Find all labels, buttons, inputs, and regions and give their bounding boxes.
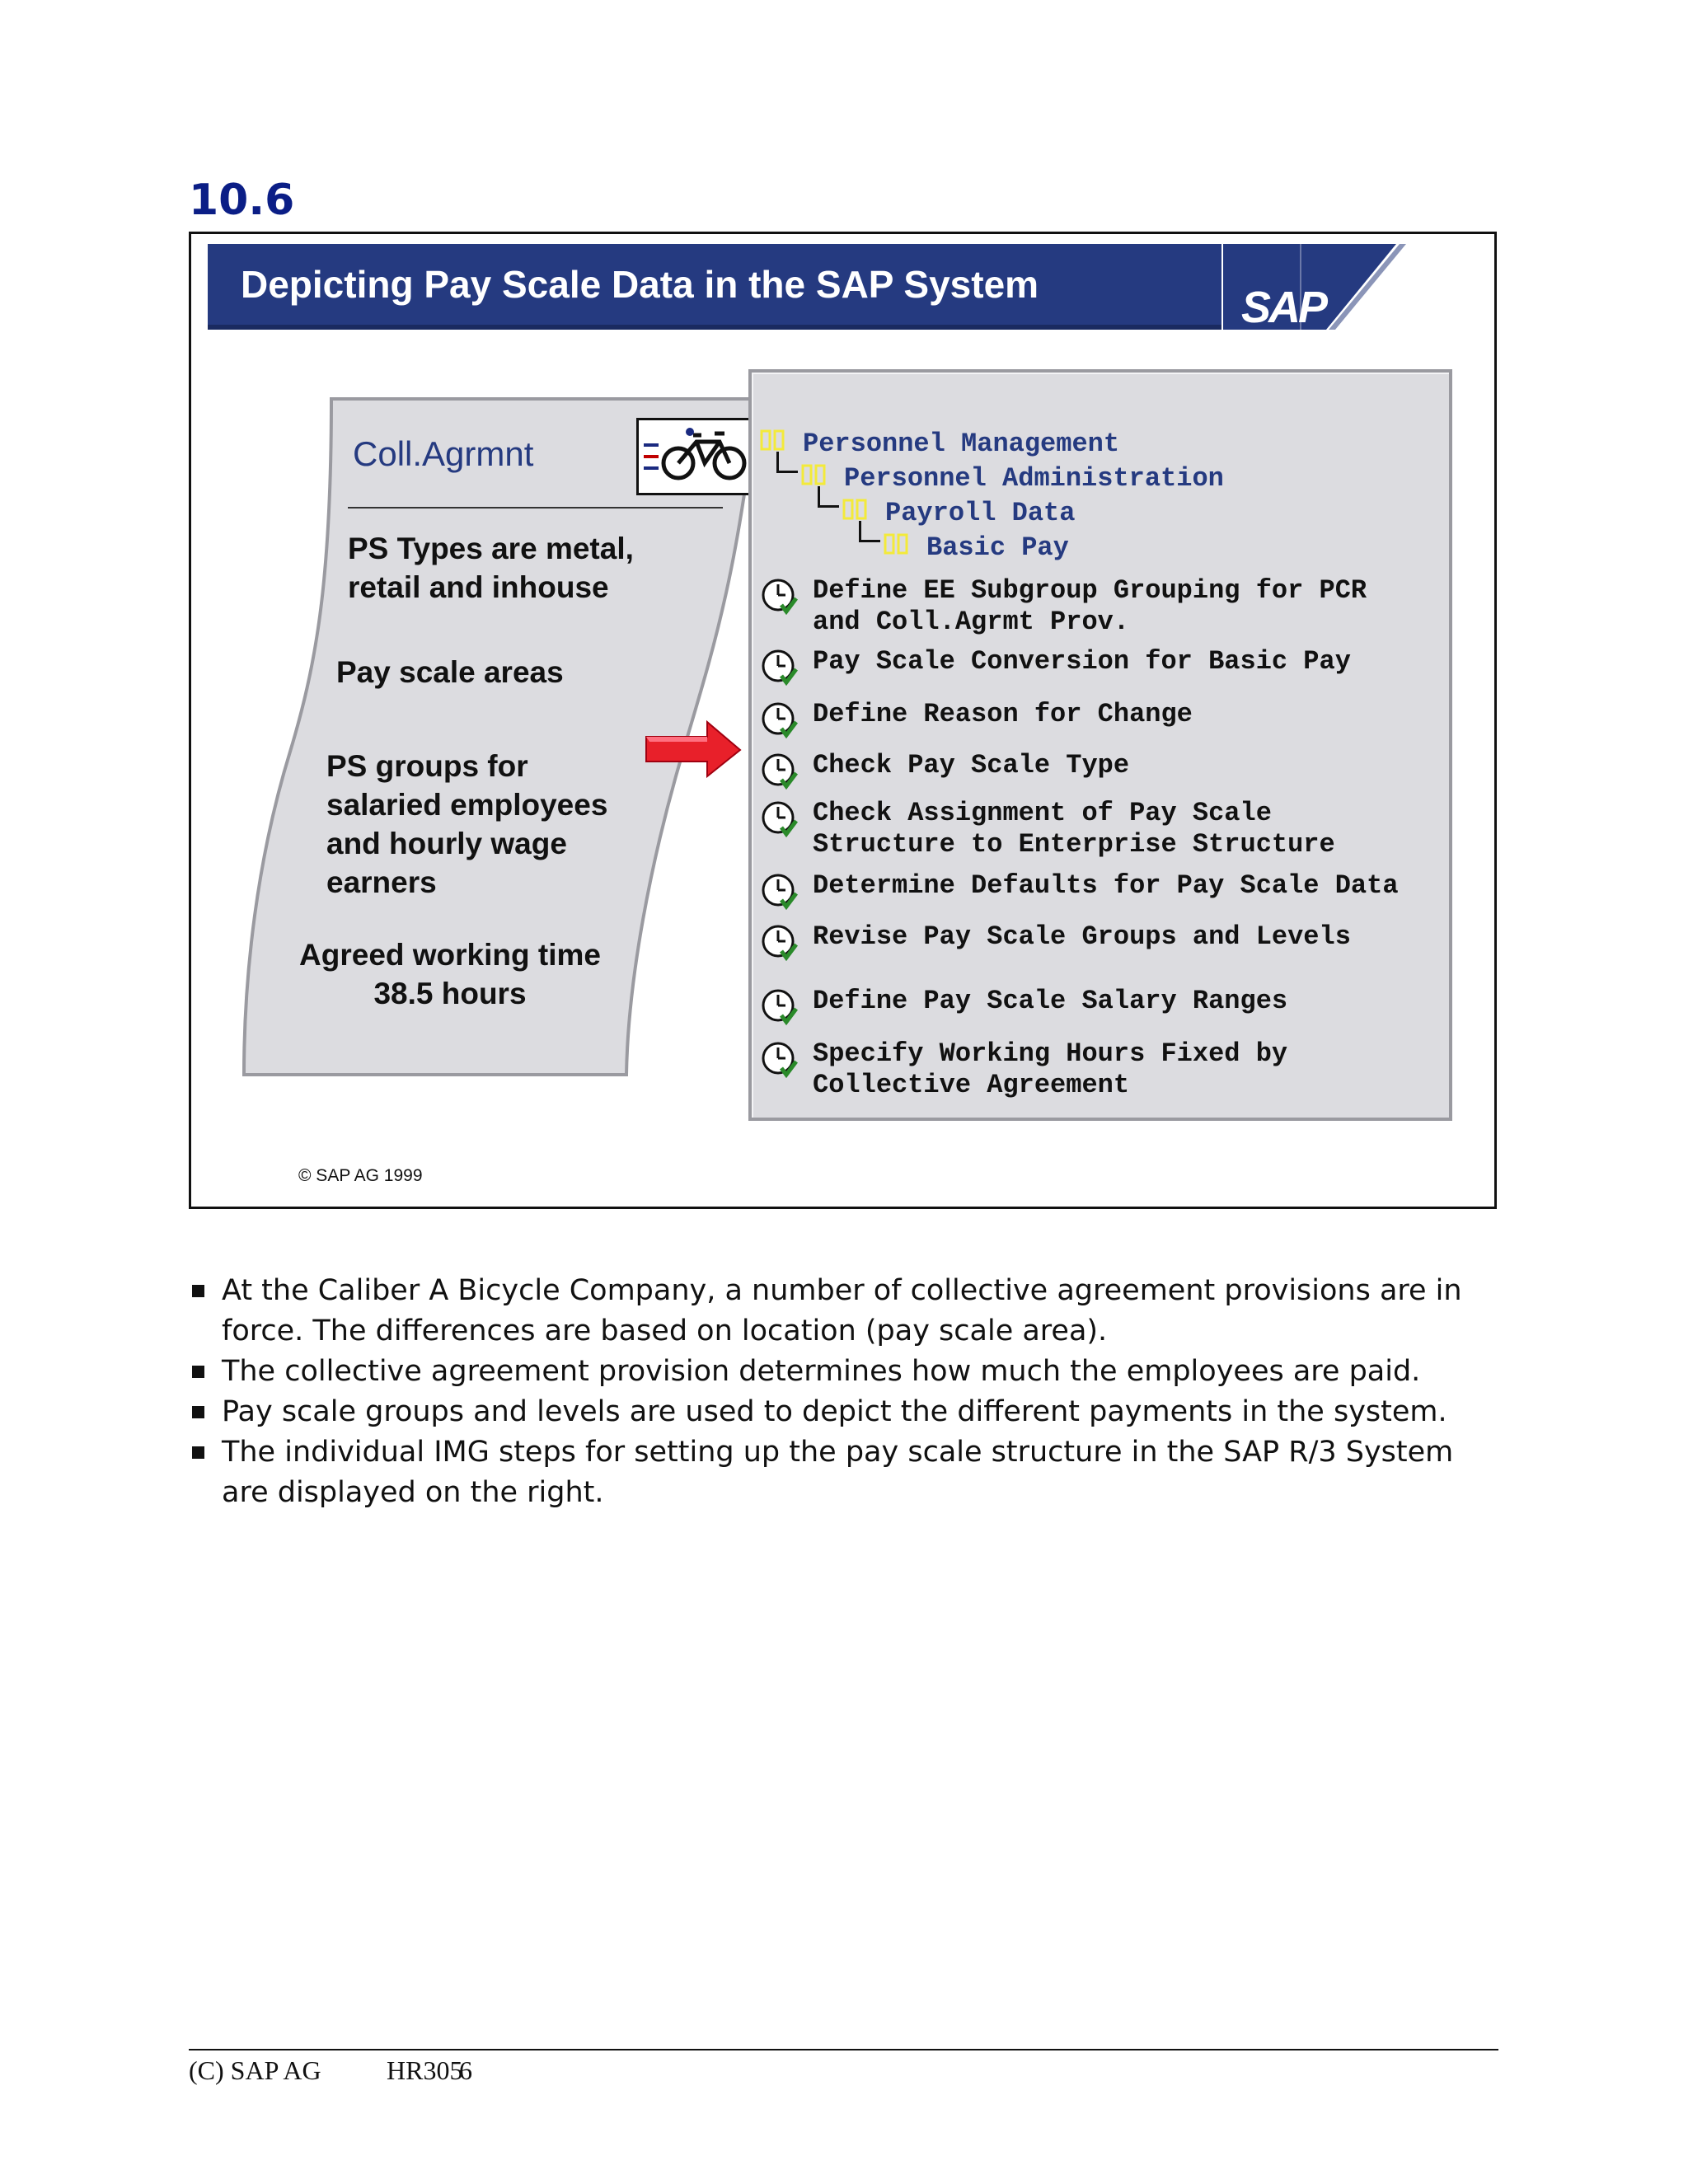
panel-divider bbox=[348, 507, 723, 509]
notes-item-text: Pay scale groups and levels are used to depict the different payments in the system. bbox=[222, 1395, 1447, 1428]
footer-course: HR305 bbox=[387, 2055, 463, 2085]
tree-connector bbox=[818, 486, 839, 508]
notes-item bbox=[189, 1392, 1507, 1432]
img-step-label: Define Reason for Change bbox=[813, 699, 1193, 729]
img-steps-panel bbox=[748, 369, 1452, 1121]
tree-node-personnel-administration[interactable]: Personnel Administration bbox=[844, 463, 1224, 494]
bicycle-icon bbox=[636, 418, 755, 495]
img-step-label: Define EE Subgroup Grouping for PCR and Coll.Agrmt Prov. bbox=[813, 575, 1367, 637]
execute-clock-icon bbox=[760, 987, 798, 1025]
bullet-square-icon bbox=[192, 1285, 204, 1297]
slide bbox=[189, 232, 1497, 1209]
execute-clock-icon bbox=[760, 701, 798, 738]
notes-item-text: The collective agreement provision determines how much the employees are paid. bbox=[222, 1355, 1421, 1388]
execute-clock-icon bbox=[760, 577, 798, 615]
img-step-label: Check Pay Scale Type bbox=[813, 750, 1130, 780]
execute-clock-icon bbox=[760, 799, 798, 837]
section-number: 10.6 bbox=[189, 176, 295, 225]
ps-types-text: PS Types are metal, retail and inhouse bbox=[348, 532, 634, 604]
execute-clock-icon bbox=[760, 923, 798, 961]
tree-connector bbox=[859, 521, 880, 542]
execute-clock-icon bbox=[760, 648, 798, 686]
footer-rule bbox=[189, 2049, 1498, 2050]
bullet-square-icon bbox=[192, 1406, 204, 1418]
notes-item bbox=[189, 1352, 1507, 1392]
notes-item bbox=[189, 1271, 1507, 1352]
bullet-square-icon bbox=[192, 1366, 204, 1378]
page-footer bbox=[189, 2055, 472, 2086]
img-step-label: Pay Scale Conversion for Basic Pay bbox=[813, 646, 1351, 677]
footer-page-number: 6 bbox=[459, 2055, 472, 2085]
execute-clock-icon bbox=[760, 752, 798, 790]
coll-agrmnt-heading: Coll.Agrmnt bbox=[353, 434, 534, 473]
folder-icon bbox=[842, 498, 867, 521]
tree-node-basic-pay[interactable]: Basic Pay bbox=[926, 532, 1069, 563]
agreed-working-time-text: Agreed working time 38.5 hours bbox=[299, 938, 601, 1010]
tree-connector bbox=[776, 452, 798, 473]
footer-company: (C) SAP AG bbox=[189, 2055, 321, 2085]
folder-icon bbox=[801, 463, 826, 486]
execute-clock-icon bbox=[760, 872, 798, 910]
red-arrow-icon bbox=[643, 720, 742, 778]
slide-copyright: © SAP AG 1999 bbox=[298, 1166, 423, 1185]
img-step-label: Check Assignment of Pay Scale Structure to Enterprise Structure bbox=[813, 798, 1335, 860]
sap-logo bbox=[1223, 244, 1413, 330]
ps-groups-text: PS groups for salaried employees and hourly wage earners bbox=[326, 749, 608, 899]
folder-icon bbox=[884, 532, 908, 555]
notes-list bbox=[189, 1271, 1507, 1513]
notes-item-text: The individual IMG steps for setting up the pay scale structure in the SAP R/3 System are displayed on the right. bbox=[222, 1436, 1454, 1509]
slide-title-bar bbox=[208, 244, 1221, 330]
slide-title: Depicting Pay Scale Data in the SAP System bbox=[241, 263, 1039, 306]
folder-icon bbox=[760, 429, 785, 452]
img-step-label: Revise Pay Scale Groups and Levels bbox=[813, 921, 1351, 952]
notes-item-text: At the Caliber A Bicycle Company, a number of collective agreement provisions are in force. The differences are based on location (pay scale area). bbox=[222, 1274, 1462, 1347]
img-step-label: Define Pay Scale Salary Ranges bbox=[813, 986, 1288, 1016]
img-step-label: Determine Defaults for Pay Scale Data bbox=[813, 870, 1399, 901]
pay-scale-areas-text: Pay scale areas bbox=[336, 655, 564, 689]
bullet-square-icon bbox=[192, 1446, 204, 1459]
sap-logo-text: SAP bbox=[1241, 283, 1326, 332]
img-step-label: Specify Working Hours Fixed by Collective Agreement bbox=[813, 1038, 1288, 1100]
notes-item bbox=[189, 1432, 1507, 1513]
tree-node-payroll-data[interactable]: Payroll Data bbox=[885, 498, 1076, 528]
tree-node-personnel-management[interactable]: Personnel Management bbox=[803, 429, 1120, 459]
execute-clock-icon bbox=[760, 1040, 798, 1078]
